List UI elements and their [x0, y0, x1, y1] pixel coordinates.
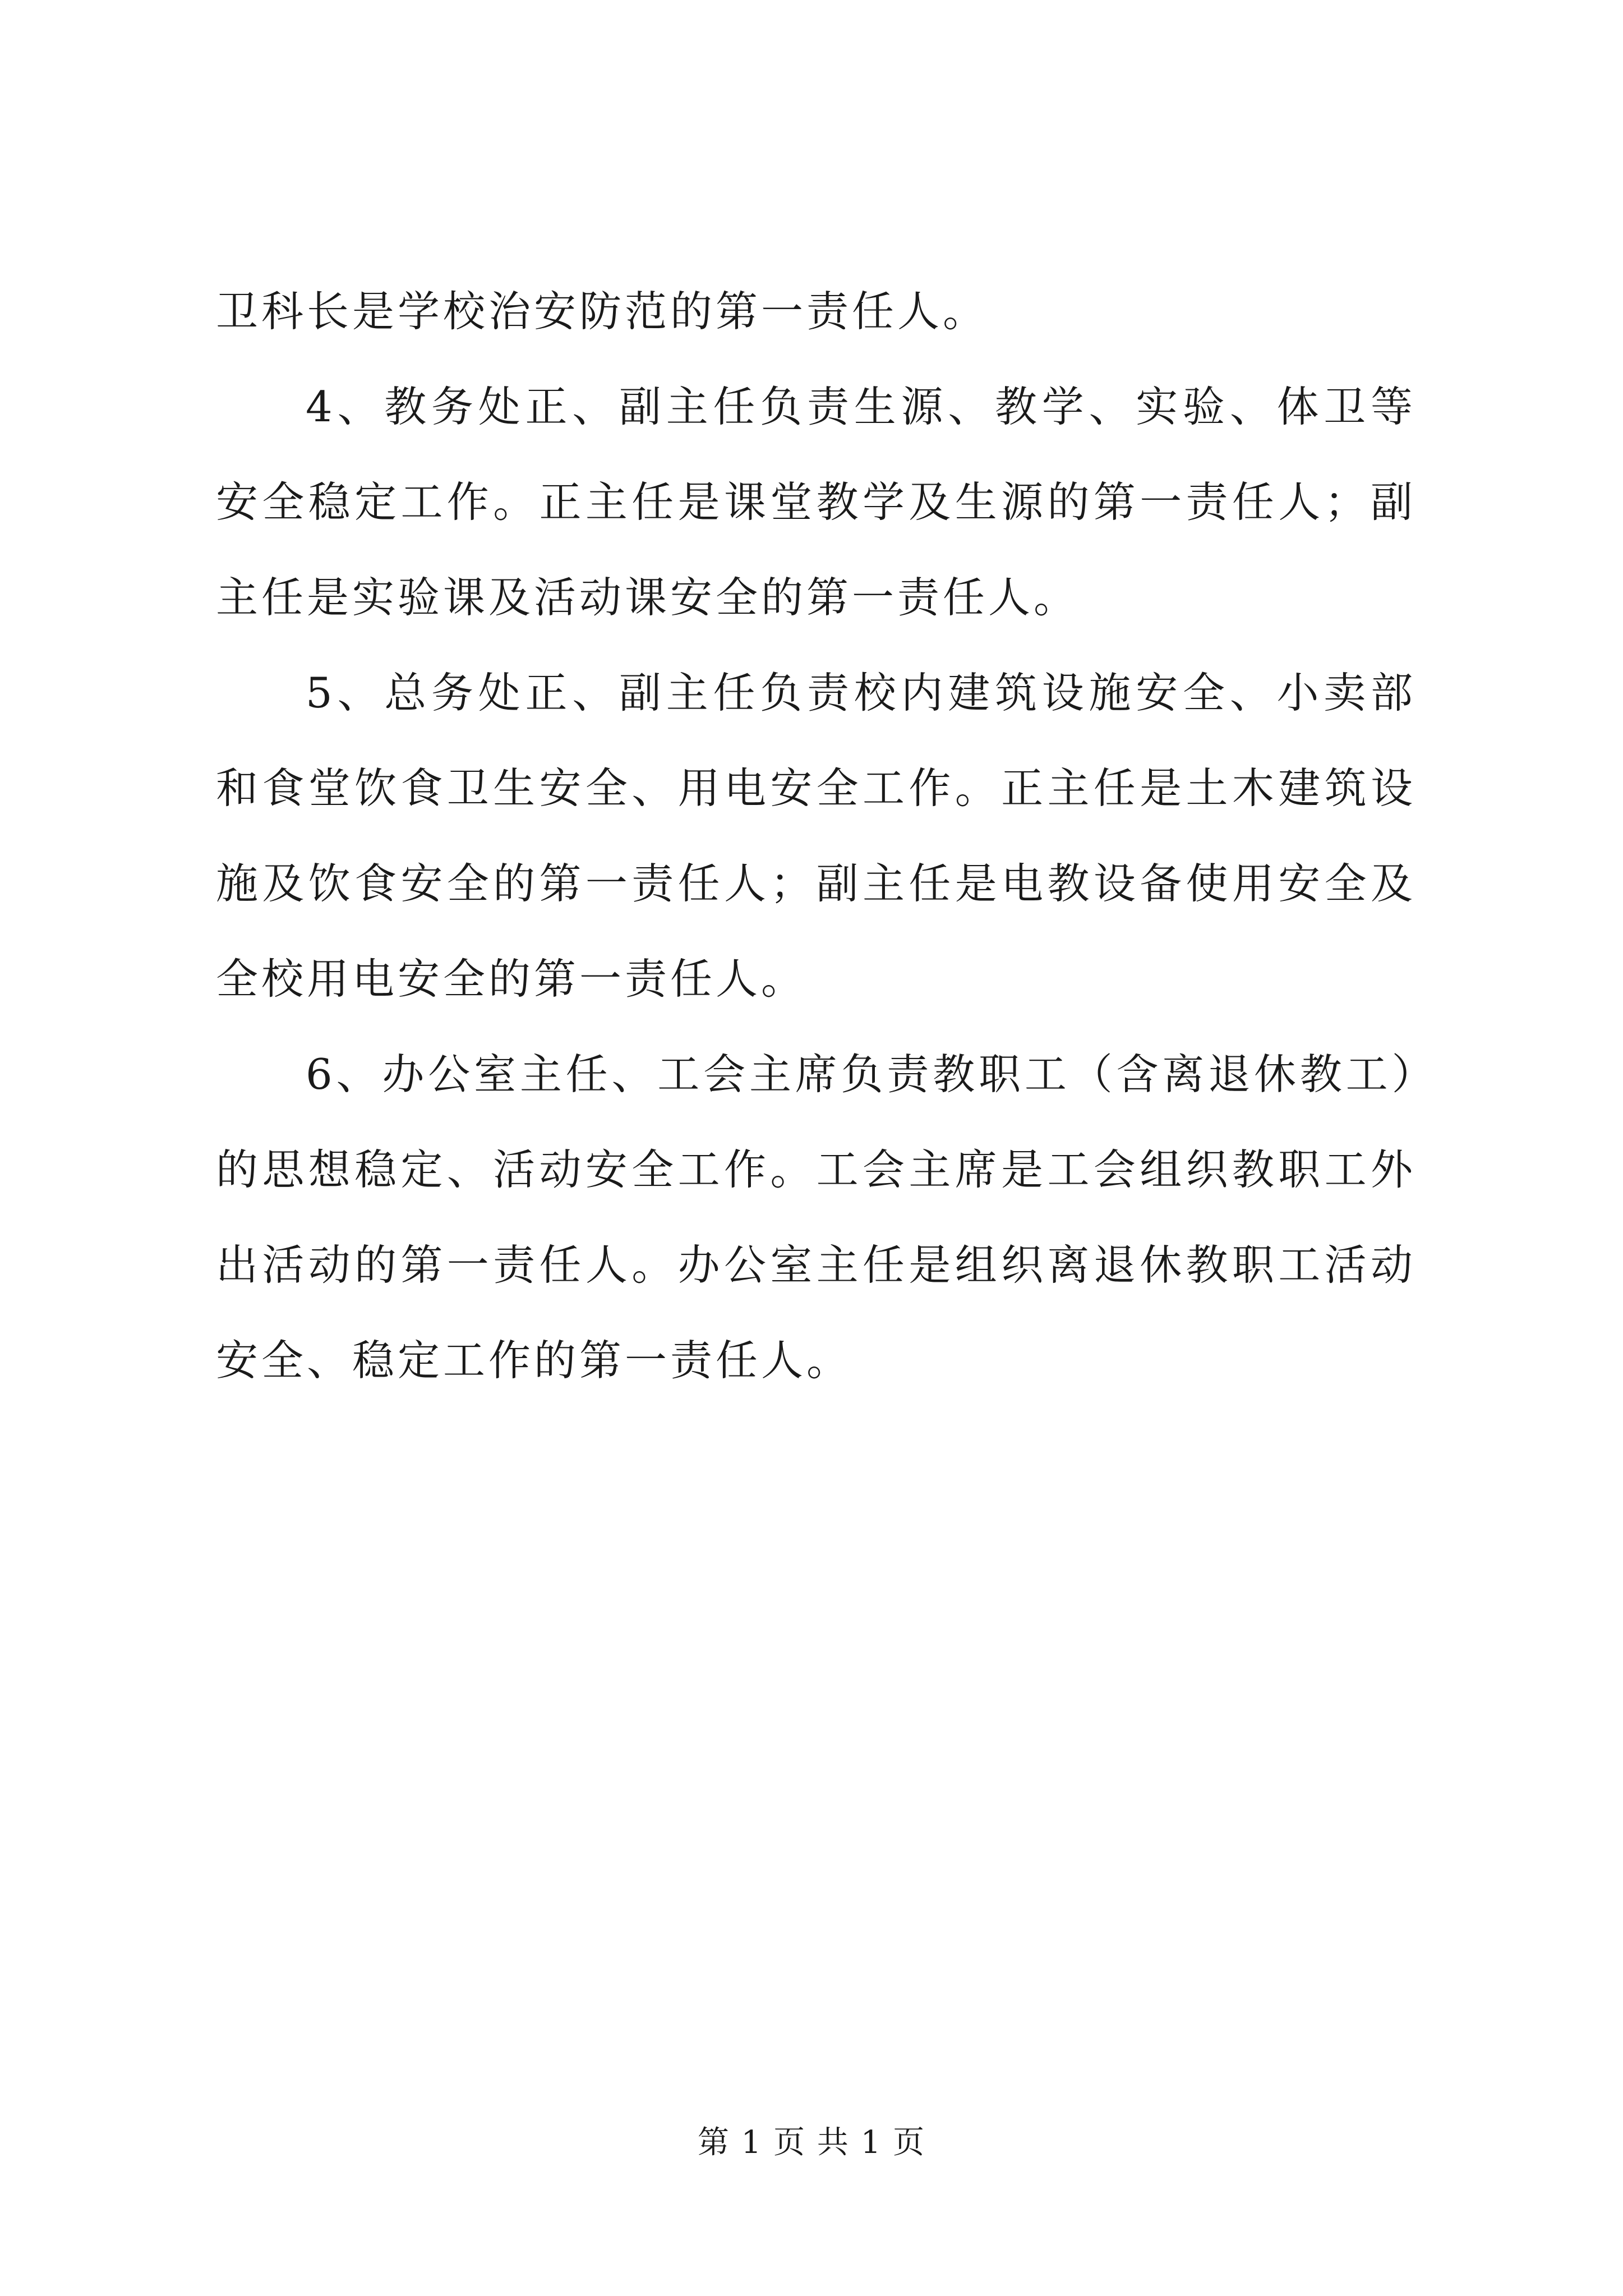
paragraph-3: 5、总务处正、副主任负责校内建筑设施安全、小卖部和食堂饮食卫生安全、用电安全工作。正主任是土木建筑设施及饮食安全的第一责任人；副主任是电教设备使用安全及全校用电安全的第一责任人。 — [216, 668, 1416, 1004]
page-footer: 第 1 页 共 1 页 — [697, 2124, 926, 2161]
paragraph-2: 4、教务处正、副主任负责生源、教学、实验、体卫等安全稳定工作。正主任是课堂教学及生源的第一责任人；副主任是实验课及活动课安全的第一责任人。 — [216, 382, 1416, 622]
paragraph-4: 6、办公室主任、工会主席负责教职工（含离退休教工）的思想稳定、活动安全工作。工会主席是工会组织教职工外出活动的第一责任人。办公室主任是组织离退休教职工活动安全、稳定工作的第一责任人。 — [216, 1050, 1416, 1385]
paragraph-1: 卫科长是学校治安防范的第一责任人。 — [216, 287, 989, 336]
document-body — [216, 264, 1416, 1408]
